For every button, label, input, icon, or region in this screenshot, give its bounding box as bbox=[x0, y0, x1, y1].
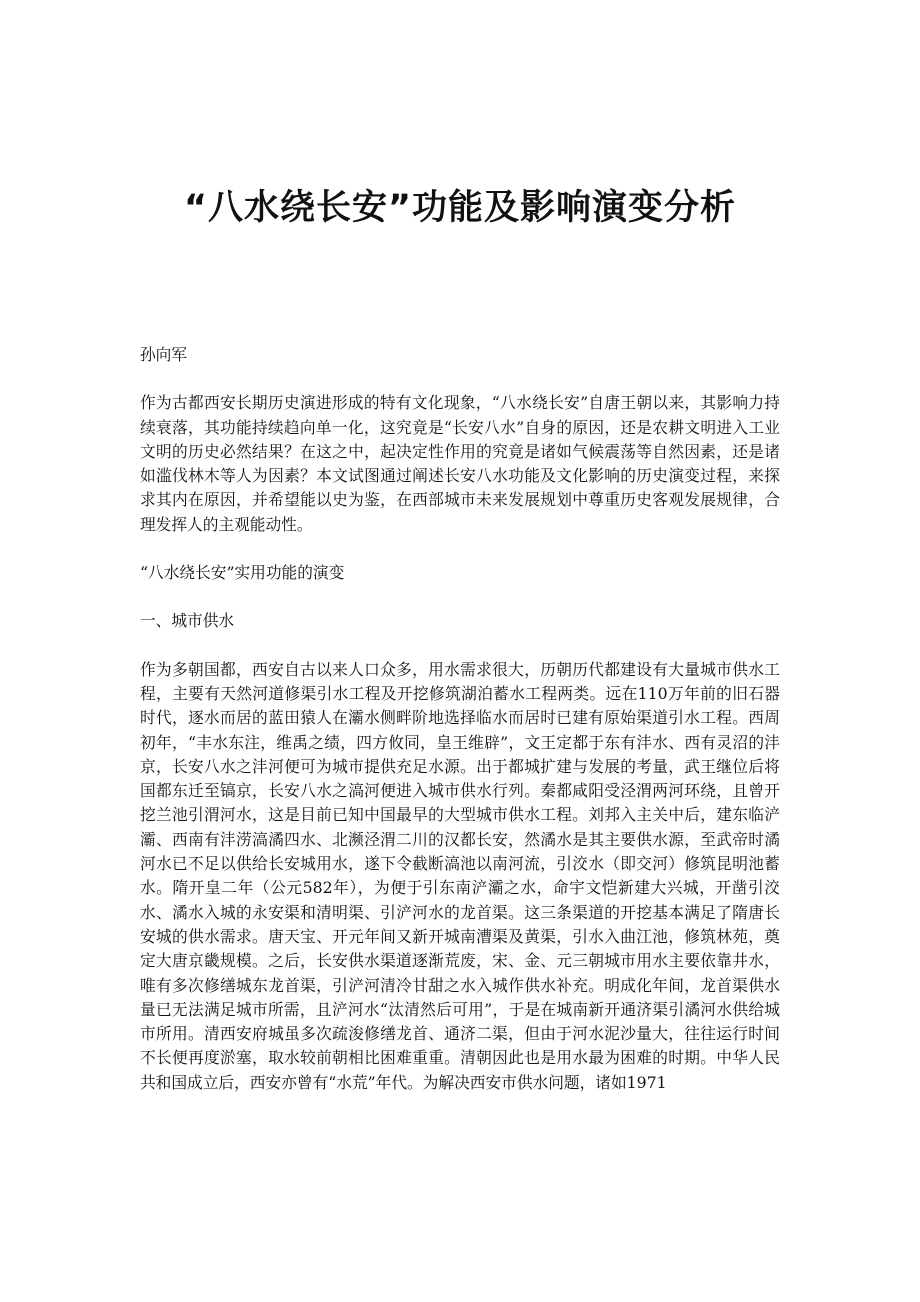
author-name: 孙向军 bbox=[140, 345, 188, 364]
body-paragraph: 作为多朝国都，西安自古以来人口众多，用水需求很大，历朝历代都建设有大量城市供水工程，主要有天然河道修渠引水工程及开挖修筑湖泊蓄水工程两类。远在110万年前的旧石器时代，逐水而居的蓝田猿人在灞水侧畔阶地选择临水而居时已建有原始渠道引水工程。西周初年，“丰水东注，维禹之绩，四方攸同，皇王维辟”，文王定都于东有沣水、西有灵沼的沣京，长安八水之沣河便可为城市提供充足水源。出于都城扩建与发展的考量，武王继位后将国都东迁至镐京，长安八水之滈河便进入城市供水行列。秦都咸阳受泾渭两河环绕，且曾开挖兰池引渭河水，这是目前已知中国最早的大型城市供水工程。刘邦入主关中后，建东临浐灞、西南有沣涝滈潏四水、北濒泾渭二川的汉都长安，然潏水是其主要供水源，至武帝时潏河水已不足以供给长安城用水，遂下令截断滈池以南河流，引洨水（即交河）修筑昆明池蓄水。隋开皇二年（公元582年），为便于引东南浐灞之水，命宇文恺新建大兴城，开凿引洨水、潏水入城的永安渠和清明渠、引浐河水的龙首渠。这三条渠道的开挖基本满足了隋唐长安城的供水需求。唐天宝、开元年间又新开城南漕渠及黄渠，引水入曲江池，修筑林苑，奠定大唐京畿规模。之后，长安供水渠道逐渐荒废，宋、金、元三朝城市用水主要依靠井水，唯有多次修缮城东龙首渠，引浐河清冷甘甜之水入城作供水补充。明成化年间，龙首渠供水量已无法满足城市所需，且浐河水“汰清然后可用”，于是在城南新开通济渠引潏河水供给城市所用。清西安府城虽多次疏浚修缮龙首、通济二渠，但由于河水泥沙量大，往往运行时间不长便再度淤塞，取水较前朝相比困难重重。清朝因此也是用水最为困难的时期。中华人民共和国成立后，西安亦曾有“水荒”年代。为解决西安市供水问题，诸如1971 bbox=[140, 659, 780, 1092]
document-title: “八水绕长安”功能及影响演变分析 bbox=[183, 188, 736, 228]
abstract-paragraph: 作为古都西安长期历史演进形成的特有文化现象，“八水绕长安”自唐王朝以来，其影响力持续衰落，其功能持续趋向单一化，这究竟是“长安八水”自身的原因，还是农耕文明进入工业文明的历史必然结果？在这之中，起决定性作用的究竟是诸如气候震荡等自然因素，还是诸如滥伐林木等人为因素？本文试图通过阐述长安八水功能及文化影响的历史演变过程，来探求其内在原因，并希望能以史为鉴，在西部城市未来发展规划中尊重历史客观发展规律，合理发挥人的主观能动性。 bbox=[140, 393, 780, 534]
document-body bbox=[140, 343, 780, 1119]
section-heading: “八水绕长安”实用功能的演变 bbox=[140, 563, 345, 583]
subsection-heading: 一、城市供水 bbox=[140, 611, 235, 631]
